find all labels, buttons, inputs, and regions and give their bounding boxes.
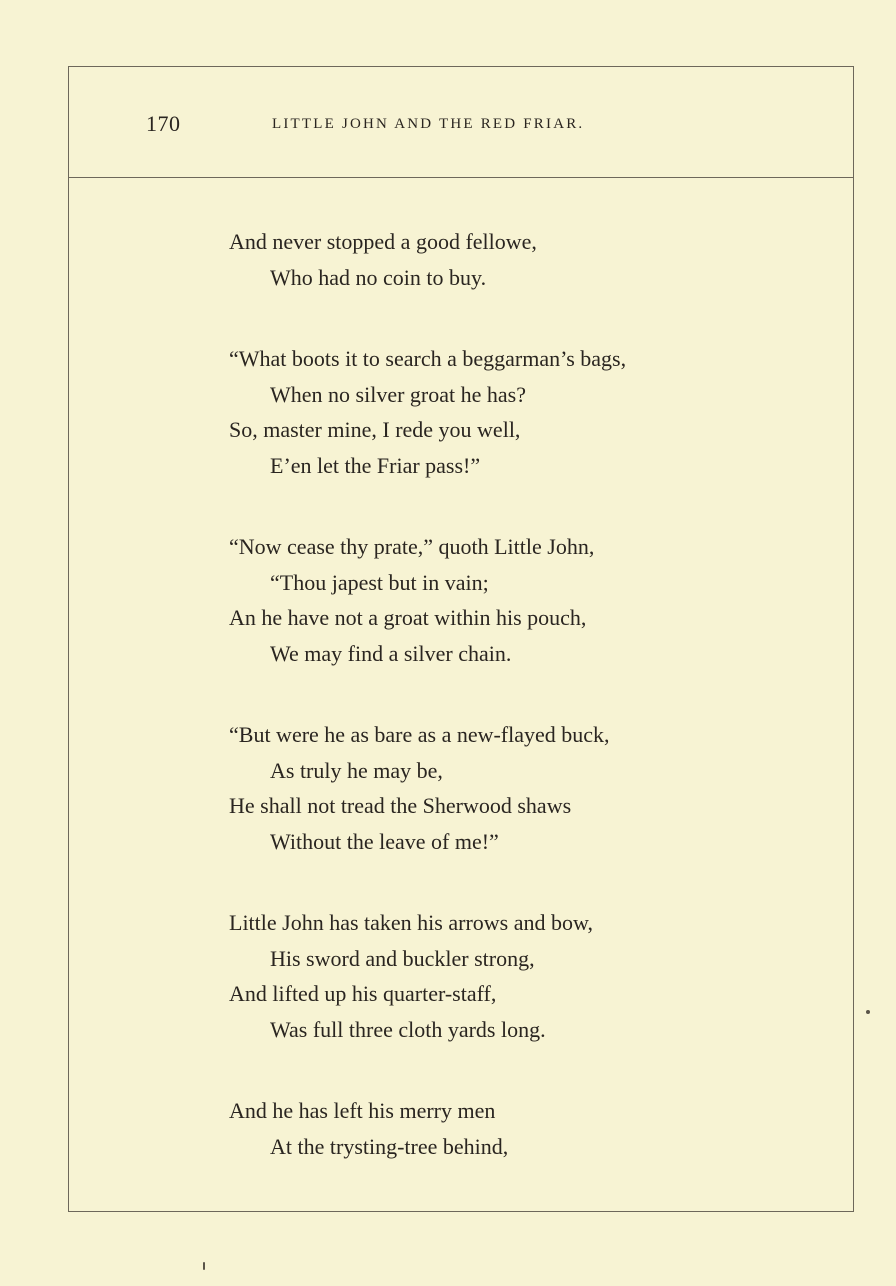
stanza-2 [229, 341, 789, 483]
page-number: 170 [146, 111, 181, 136]
stanza-3 [229, 529, 789, 671]
verse-line: At the trysting-tree behind, [270, 1133, 509, 1159]
ink-speck [866, 1010, 870, 1014]
stanza-1 [229, 224, 789, 295]
stanza-5 [229, 905, 789, 1047]
verse-line: And lifted up his quarter-staff, [229, 981, 497, 1006]
verse-line: When no silver groat he has? [270, 381, 526, 407]
stanza-4 [229, 717, 789, 859]
verse-line: As truly he may be, [270, 757, 443, 783]
running-title: LITTLE JOHN AND THE RED FRIAR. [272, 116, 585, 132]
verse-line: His sword and buckler strong, [270, 945, 535, 971]
verse-line: Who had no coin to buy. [270, 264, 487, 290]
verse-line: So, master mine, I rede you well, [229, 417, 521, 442]
verse-line: And he has left his merry men [229, 1098, 496, 1123]
verse-line: He shall not tread the Sherwood shaws [229, 793, 572, 818]
verse-line: An he have not a groat within his pouch, [229, 605, 587, 630]
verse-line: “Thou japest but in vain; [270, 569, 489, 595]
verse-line: “Now cease thy prate,” quoth Little John, [229, 534, 595, 559]
verse-line: And never stopped a good fellowe, [229, 229, 537, 254]
verse-line: Little John has taken his arrows and bow, [229, 910, 593, 935]
verse-line: E’en let the Friar pass!” [270, 452, 481, 478]
verse-line: We may find a silver chain. [270, 640, 512, 666]
ink-speck [203, 1262, 205, 1270]
verse-line: Without the leave of me!” [270, 828, 499, 854]
verse-line: “But were he as bare as a new-flayed buck, [229, 722, 610, 747]
verse-line: “What boots it to search a beggarman’s bags, [229, 346, 627, 371]
poem-body [229, 224, 789, 1164]
stanza-6 [229, 1093, 789, 1164]
verse-line: Was full three cloth yards long. [270, 1016, 546, 1042]
header-rule [68, 177, 854, 178]
